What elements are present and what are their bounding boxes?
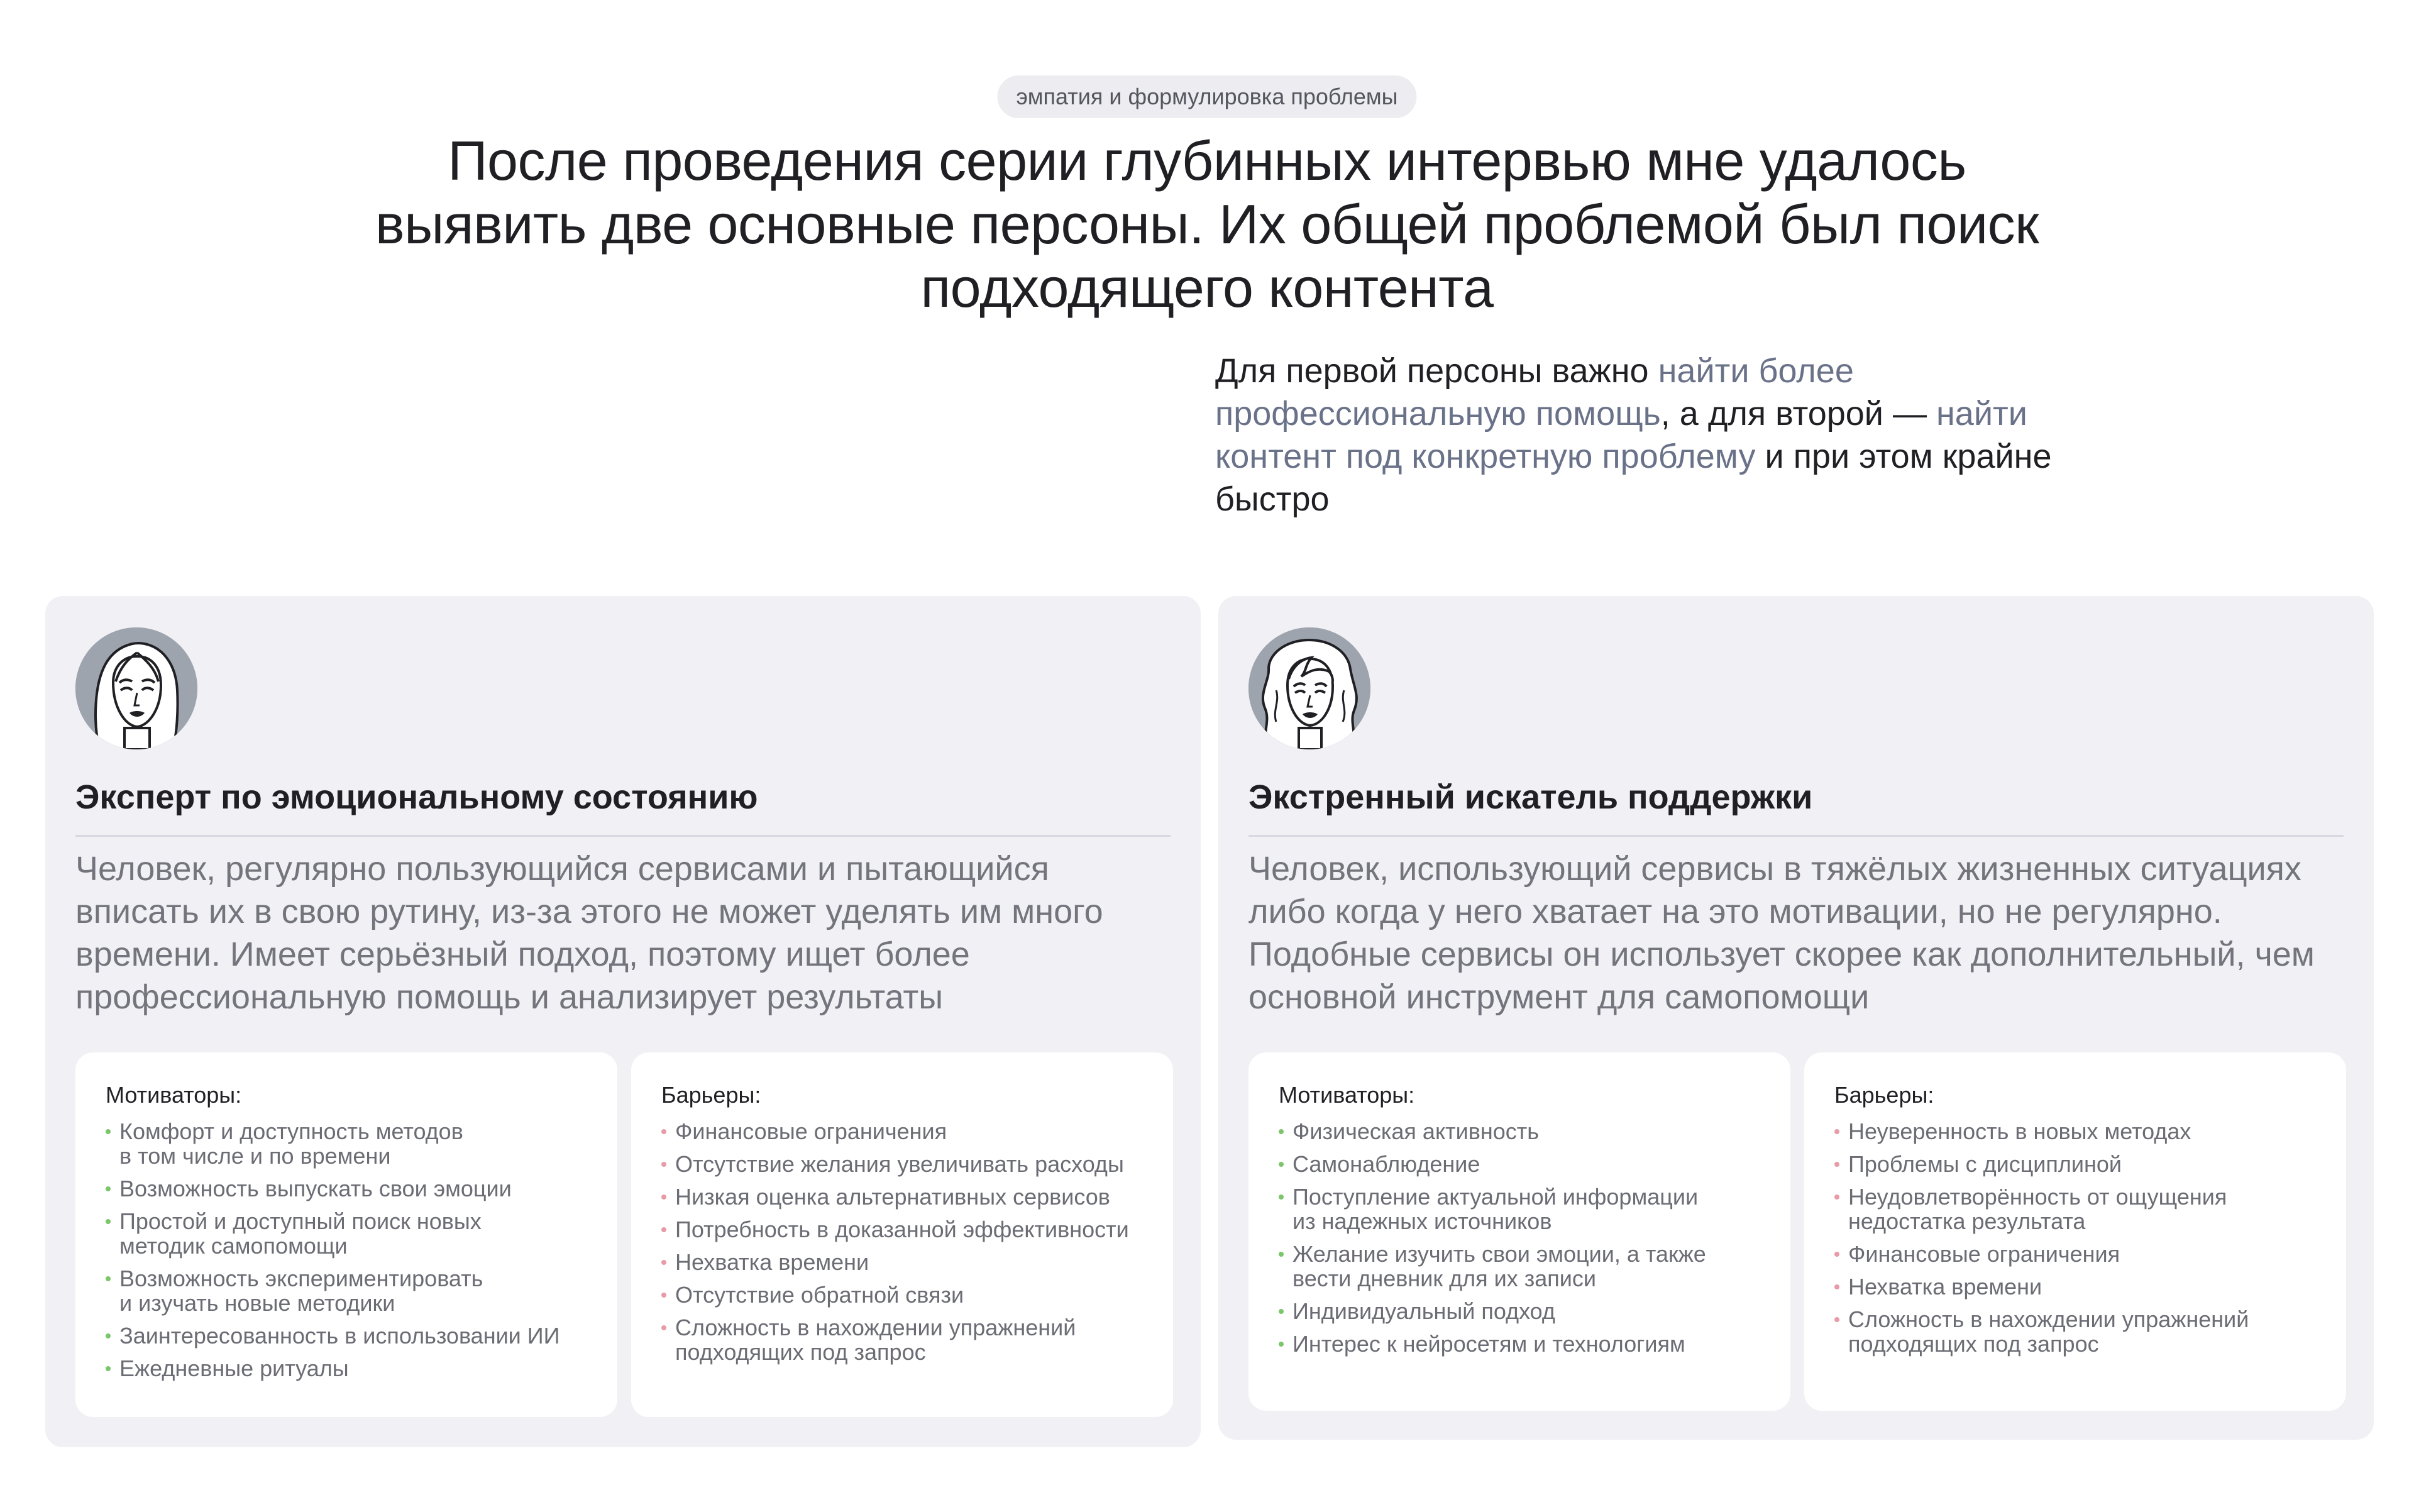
lead-text-2: , а для второй —: [1660, 395, 1936, 433]
list-item: Сложность в нахождении упражнений подходящих под запрос: [661, 1315, 1143, 1364]
list-item: Поступление актуальной информации из надежных источников: [1279, 1184, 1760, 1233]
lead-highlight-2: найти контент под конкретную проблему: [1215, 395, 2027, 475]
list-item: Возможность экспериментировать и изучать новые методики: [106, 1266, 587, 1315]
list-item: Отсутствие обратной связи: [661, 1283, 1143, 1307]
list-item: Проблемы с дисциплиной: [1834, 1152, 2316, 1176]
list-item: Отсутствие желания увеличивать расходы: [661, 1152, 1143, 1176]
barriers-box: [631, 1052, 1173, 1417]
list-item: Ежедневные ритуалы: [106, 1356, 587, 1381]
motivators-list: [1279, 1119, 1760, 1356]
list-item: Финансовые ограничения: [1834, 1242, 2316, 1266]
list-item: Желание изучить свои эмоции, а также вести дневник для их записи: [1279, 1242, 1760, 1291]
lead-text-3: и при этом крайне быстро: [1215, 438, 2052, 518]
list-item: Самонаблюдение: [1279, 1152, 1760, 1176]
list-item: Низкая оценка альтернативных сервисов: [661, 1184, 1143, 1209]
list-item: Неудовлетворённость от ощущения недостатка результата: [1834, 1184, 2316, 1233]
list-item: Простой и доступный поиск новых методик самопомощи: [106, 1209, 587, 1258]
list-item: Нехватка времени: [1834, 1274, 2316, 1299]
motivators-title: Мотиваторы:: [106, 1082, 242, 1108]
persona-title: Экстренный искатель поддержки: [1248, 777, 2344, 837]
list-item: Возможность выпускать свои эмоции: [106, 1176, 587, 1201]
list-item: Физическая активность: [1279, 1119, 1760, 1144]
persona-card-emergency: [1218, 596, 2374, 1440]
page-headline: После проведения серии глубинных интервью мне удалось выявить две основные персоны. Их общей проблемой был поиск подходящего контента: [375, 130, 2039, 319]
lead-paragraph: [1215, 350, 2095, 521]
persona-description: Человек, использующий сервисы в тяжёлых жизненных ситуациях либо когда у него хватает на это мотивации, но не регулярно. Подобные сервисы он использует скорее как дополнительный, чем основной инструмент для самопомощи: [1248, 850, 2315, 1016]
list-item: Потребность в доказанной эффективности: [661, 1217, 1143, 1242]
barriers-list: [1834, 1119, 2316, 1356]
list-item: Неуверенность в новых методах: [1834, 1119, 2316, 1144]
motivators-title: Мотиваторы:: [1279, 1082, 1415, 1108]
barriers-box: [1804, 1052, 2346, 1411]
barriers-list: [661, 1119, 1143, 1364]
persona-card-expert: [45, 596, 1201, 1447]
section-tag: эмпатия и формулировка проблемы: [997, 75, 1416, 118]
lead-text-1: Для первой персоны важно: [1215, 352, 1658, 390]
persona-title: Эксперт по эмоциональному состоянию: [75, 777, 1171, 837]
motivators-box: [75, 1052, 617, 1417]
list-item: Индивидуальный подход: [1279, 1299, 1760, 1323]
list-item: Нехватка времени: [661, 1250, 1143, 1274]
list-item: Интерес к нейросетям и технологиям: [1279, 1332, 1760, 1356]
barriers-title: Барьеры:: [1834, 1082, 1934, 1108]
barriers-title: Барьеры:: [661, 1082, 761, 1108]
list-item: Комфорт и доступность методов в том числе и по времени: [106, 1119, 587, 1168]
motivators-box: [1248, 1052, 1790, 1411]
motivators-list: [106, 1119, 587, 1381]
woman-portrait-icon: [75, 627, 197, 749]
list-item: Сложность в нахождении упражнений подходящих под запрос: [1834, 1307, 2316, 1356]
woman-curly-hair-portrait-icon: [1248, 627, 1370, 749]
list-item: Заинтересованность в использовании ИИ: [106, 1323, 587, 1348]
persona-description: Человек, регулярно пользующийся сервисами и пытающийся вписать их в свою рутину, из-за этого не может уделять им много времени. Имеет серьёзный подход, поэтому ищет более профессиональную помощь и анализирует результаты: [75, 850, 1103, 1016]
lead-highlight-1: найти более профессиональную помощь: [1215, 352, 1854, 433]
list-item: Финансовые ограничения: [661, 1119, 1143, 1144]
